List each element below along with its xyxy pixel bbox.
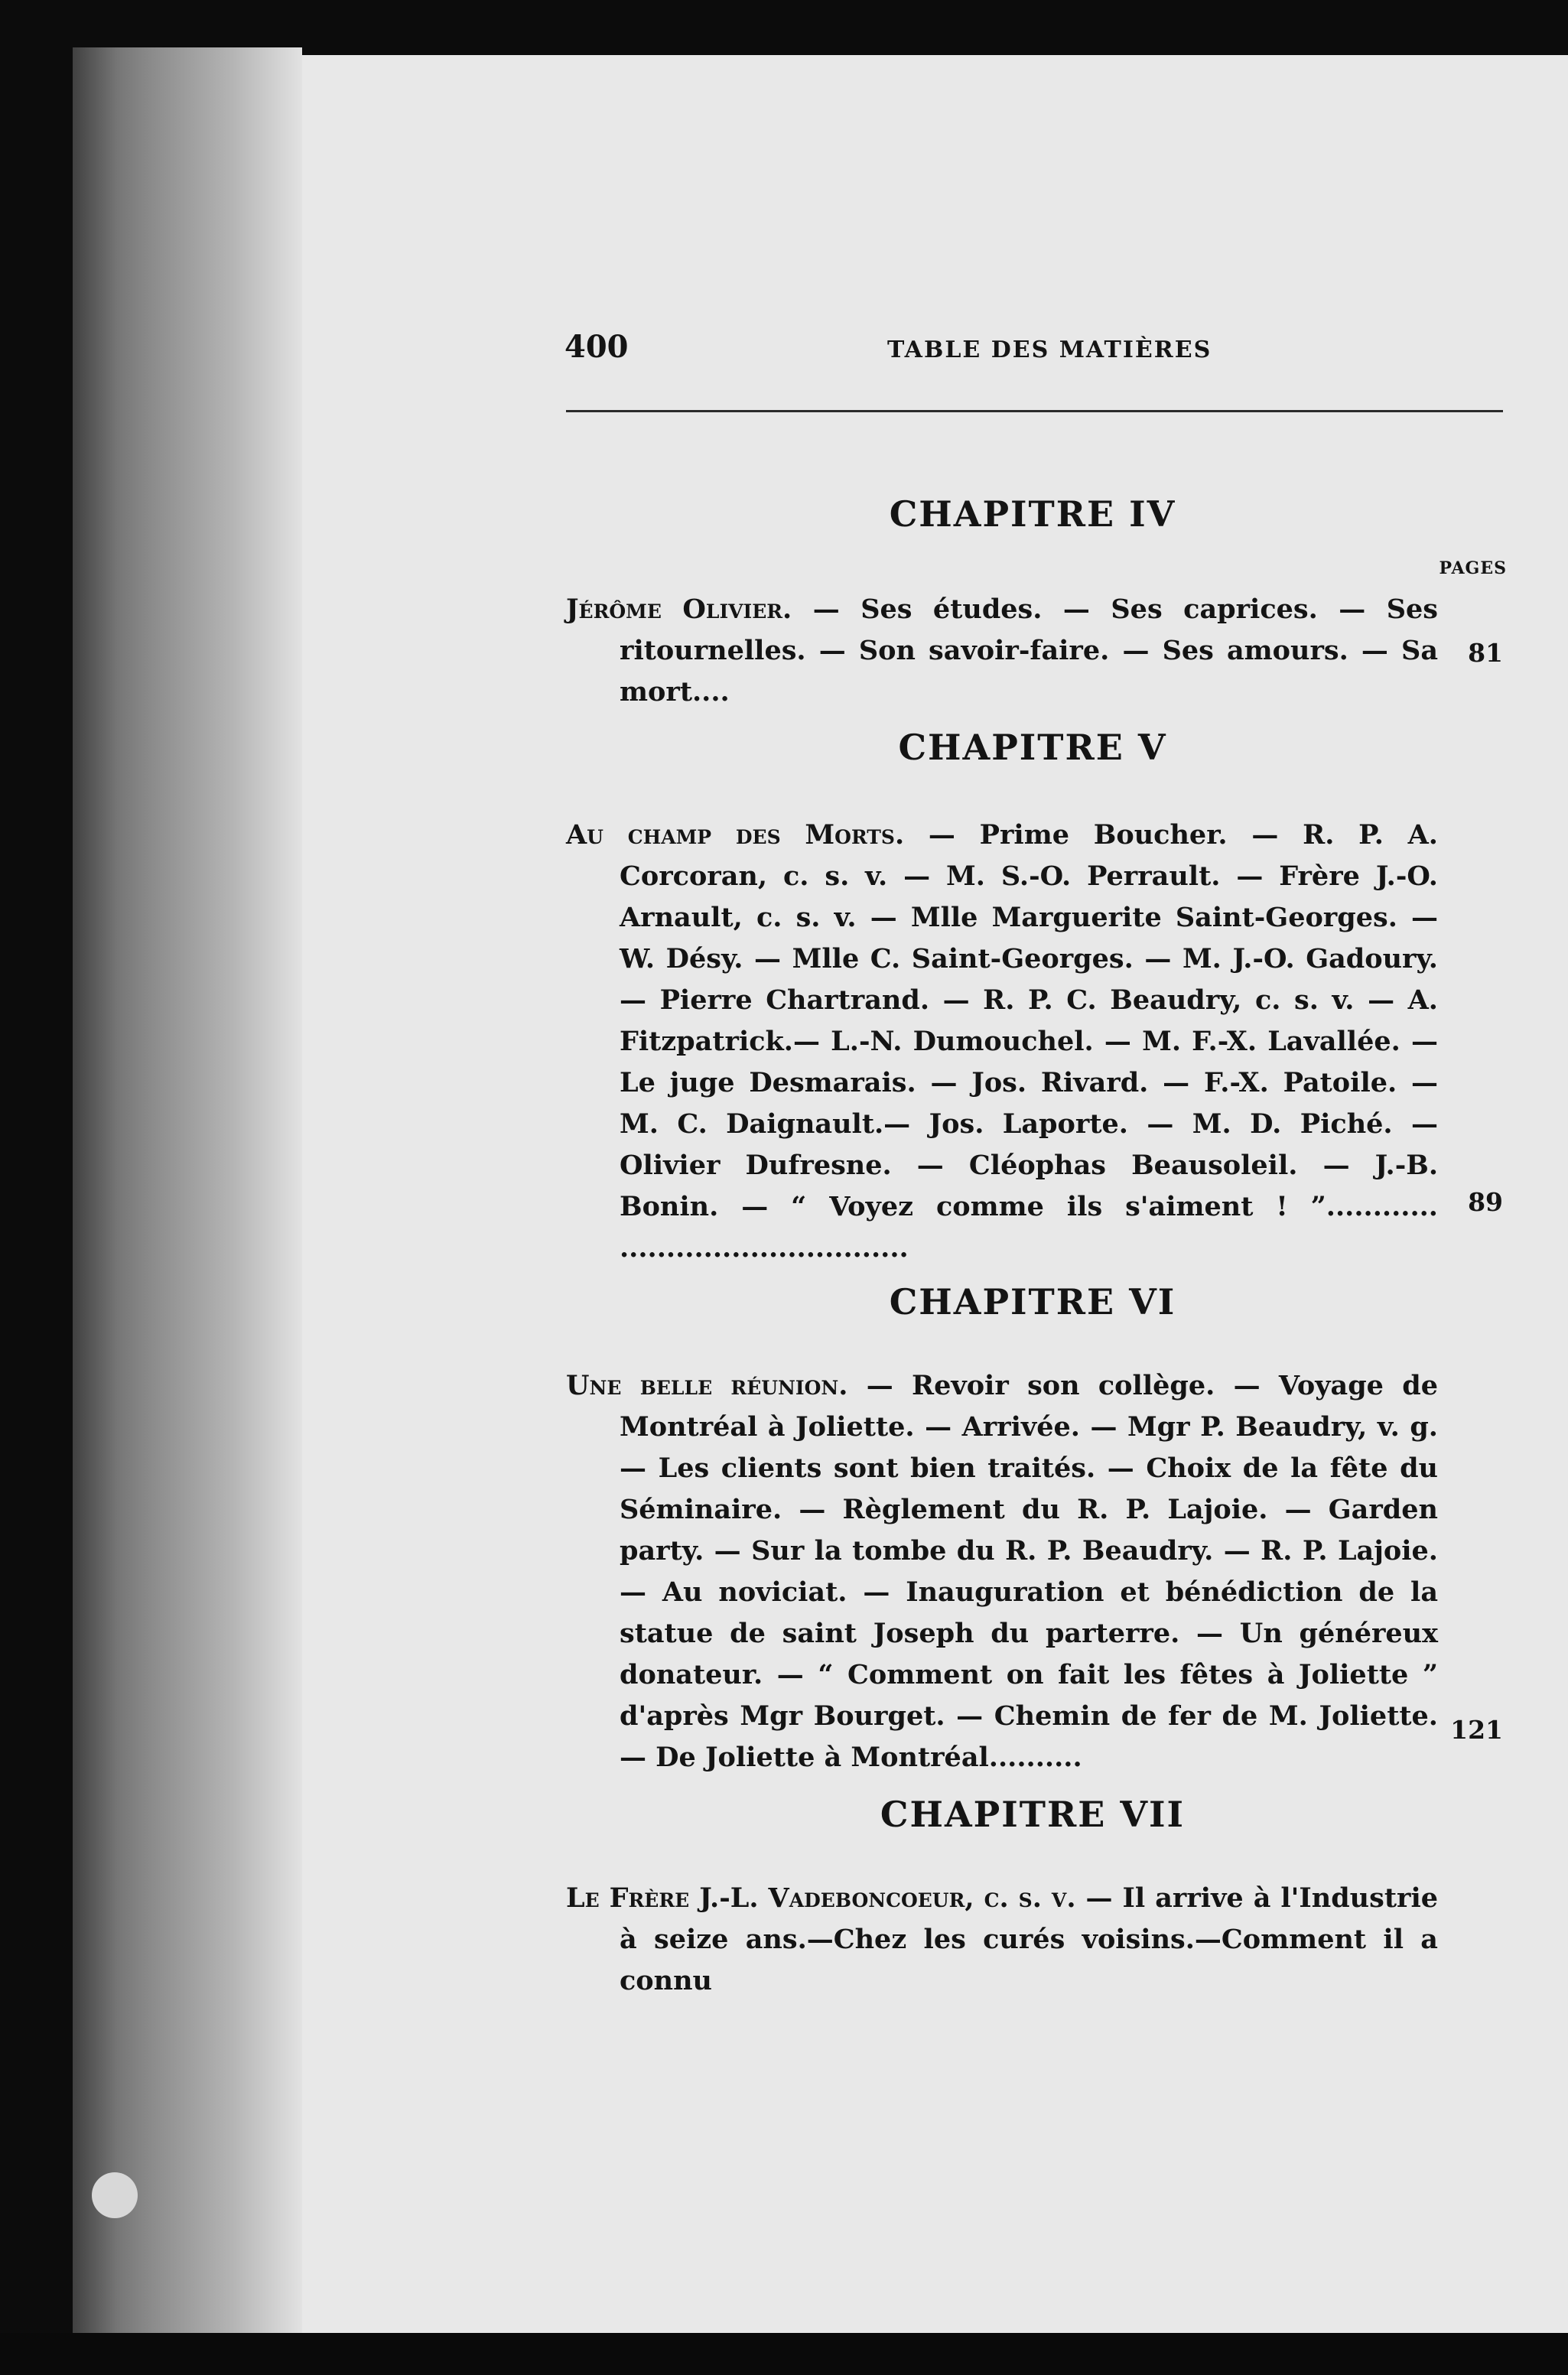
- page-reference: 89: [1468, 1187, 1503, 1217]
- chapter-title: CHAPITRE IV: [889, 493, 1176, 535]
- entry-text: — Prime Boucher. — R. P. A. Corcoran, c. s. v. — M. S.-O. Perrault. — Frère J.-O. Arnault, c. s. v. — Mlle Marguerite Saint-Georges. — W. Désy. — Mlle C. Saint-Georges. — M. J.-O. Gadoury. — Pierre Chartrand. — R. P. C. Beaudry, c. s. v. — A. Fitzpatrick.— L.-N. Dumouchel. — M. F.-X. Lavallée. — Le juge Desmarais. — Jos. Rivard. — F.-X. Patoile. — M. C. Daignault.— Jos. Laporte. — M. D. Piché. — Olivier Dufresne. — Cléophas Beausoleil. — J.-B. Bonin. — “ Voyez comme ils s'aiment ! ”............ ...............................: [620, 819, 1438, 1264]
- page-reference: 81: [1468, 638, 1503, 668]
- page-number: 400: [564, 329, 629, 365]
- chapter-title: CHAPITRE VII: [880, 1794, 1186, 1835]
- book-gutter: [73, 47, 119, 2338]
- entry-lead: Une belle réunion.: [566, 1370, 848, 1401]
- page-reference: 121: [1450, 1715, 1503, 1745]
- chapter-title: CHAPITRE V: [898, 727, 1167, 768]
- toc-entry: [566, 815, 1438, 1269]
- chapter-title: CHAPITRE VI: [889, 1281, 1176, 1323]
- entry-lead: Jérôme Olivier.: [566, 594, 792, 625]
- toc-entry: [566, 1878, 1438, 2002]
- entry-text: — Revoir son collège. — Voyage de Montréal à Joliette. — Arrivée. — Mgr P. Beaudry, v. g. — Les clients sont bien traités. — Choix de la fête du Séminaire. — Règlement du R. P. Lajoie. — Garden party. — Sur la tombe du R. P. Beaudry. — R. P. Lajoie. — Au noviciat. — Inauguration et bénédiction de la statue de saint Joseph du parterre. — Un généreux donateur. — “ Comment on fait les fêtes à Joliette ” d'après Mgr Bourget. — Chemin de fer de M. Joliette. — De Joliette à Montréal..........: [620, 1370, 1438, 1773]
- running-title: TABLE DES MATIÈRES: [887, 337, 1212, 363]
- pages-column-label: PAGES: [1439, 558, 1507, 578]
- entry-lead: Au champ des Morts.: [566, 819, 905, 851]
- toc-entry: [566, 1365, 1438, 1778]
- entry-lead: Le Frère J.-L. Vadeboncoeur, c. s. v.: [566, 1882, 1076, 1914]
- entry-text: — Ses études. — Ses caprices. — Ses ritournelles. — Son savoir-faire. — Ses amours. — Sa mort....: [620, 594, 1439, 708]
- scan-border: [0, 2333, 1568, 2375]
- paper-blemish: [92, 2172, 138, 2218]
- entry-text: — Il arrive à l'Industrie à seize ans.—Chez les curés voisins.—Comment il a connu: [620, 1882, 1439, 1996]
- header-rule: [566, 410, 1503, 412]
- page-header: [558, 329, 1507, 375]
- toc-entry: [566, 589, 1438, 713]
- table-of-contents: [558, 329, 1507, 1996]
